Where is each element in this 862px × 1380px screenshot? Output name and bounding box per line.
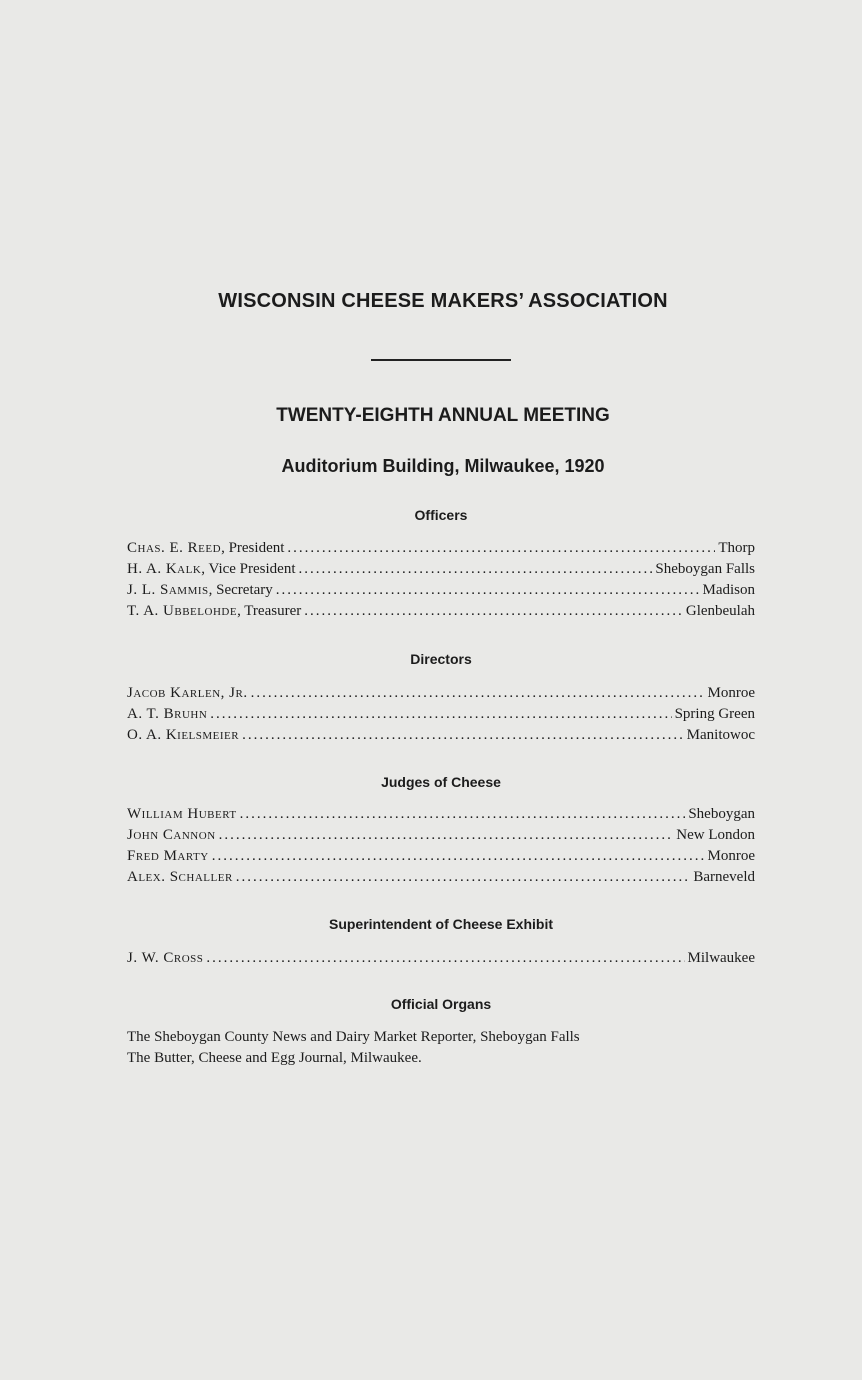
organ-line: The Sheboygan County News and Dairy Market Reporter, Sheboygan Falls — [127, 1029, 580, 1045]
leader-dots — [287, 540, 715, 557]
superintendent-heading: Superintendent of Cheese Exhibit — [328, 916, 554, 932]
officer-role: , Treasurer — [237, 603, 302, 619]
officers-heading: Officers — [414, 507, 468, 523]
officer-row — [127, 561, 755, 582]
directors-list — [127, 685, 755, 748]
judge-row — [127, 806, 755, 827]
leader-dots — [299, 561, 653, 578]
officer-row — [127, 540, 755, 561]
judge-place: Sheboygan — [688, 806, 755, 822]
superintendent-place: Milwaukee — [687, 950, 755, 966]
officer-place: Thorp — [718, 540, 755, 556]
officers-list — [127, 540, 755, 624]
judge-place: New London — [676, 827, 755, 843]
meeting-title: TWENTY-EIGHTH ANNUAL MEETING — [276, 405, 610, 426]
superintendent-name: J. W. Cross — [127, 950, 204, 966]
officer-name: H. A. Kalk — [127, 561, 202, 577]
leader-dots — [242, 727, 684, 744]
judges-heading: Judges of Cheese — [381, 774, 501, 790]
superintendent-row — [127, 950, 755, 971]
leader-dots — [212, 848, 705, 865]
officer-place: Glenbeulah — [685, 603, 755, 619]
director-name: Jacob Karlen, Jr. — [127, 685, 248, 701]
leader-dots — [240, 806, 686, 823]
leader-dots — [210, 706, 671, 723]
judge-row — [127, 848, 755, 869]
officer-row — [127, 603, 755, 624]
directors-heading: Directors — [410, 651, 472, 667]
director-place: Spring Green — [674, 706, 755, 722]
officer-role: , President — [221, 540, 285, 556]
officer-place: Sheboygan Falls — [655, 561, 755, 577]
association-title: WISCONSIN CHEESE MAKERS’ ASSOCIATION — [218, 290, 668, 312]
officer-place: Madison — [702, 582, 755, 598]
organ-line: The Butter, Cheese and Egg Journal, Milwaukee. — [127, 1050, 422, 1066]
officer-role: , Vice President — [201, 561, 296, 577]
director-row — [127, 727, 755, 748]
director-name: A. T. Bruhn — [127, 706, 208, 722]
officer-row — [127, 582, 755, 603]
leader-dots — [251, 685, 705, 702]
director-place: Manitowoc — [686, 727, 755, 743]
superintendent-list — [127, 950, 755, 971]
leader-dots — [206, 950, 684, 967]
judge-row — [127, 827, 755, 848]
organs-list — [127, 1027, 767, 1069]
leader-dots — [276, 582, 700, 599]
judge-name: Alex. Schaller — [127, 869, 233, 885]
leader-dots — [219, 827, 674, 844]
officer-name: T. A. Ubbelohde — [127, 603, 238, 619]
judge-name: William Hubert — [127, 806, 237, 822]
judge-row — [127, 869, 755, 890]
judge-name: John Cannon — [127, 827, 216, 843]
officer-name: Chas. E. Reed — [127, 540, 222, 556]
meeting-location: Auditorium Building, Milwaukee, 1920 — [281, 456, 605, 476]
title-divider — [371, 359, 511, 361]
judge-place: Barneveld — [693, 869, 755, 885]
judge-place: Monroe — [707, 848, 755, 864]
director-place: Monroe — [707, 685, 755, 701]
director-row — [127, 706, 755, 727]
judges-list — [127, 806, 755, 890]
judge-name: Fred Marty — [127, 848, 209, 864]
director-row — [127, 685, 755, 706]
organs-heading: Official Organs — [390, 996, 492, 1012]
officer-name: J. L. Sammis — [127, 582, 209, 598]
director-name: O. A. Kielsmeier — [127, 727, 240, 743]
officer-role: , Secretary — [208, 582, 273, 598]
leader-dots — [304, 603, 683, 620]
leader-dots — [236, 869, 691, 886]
